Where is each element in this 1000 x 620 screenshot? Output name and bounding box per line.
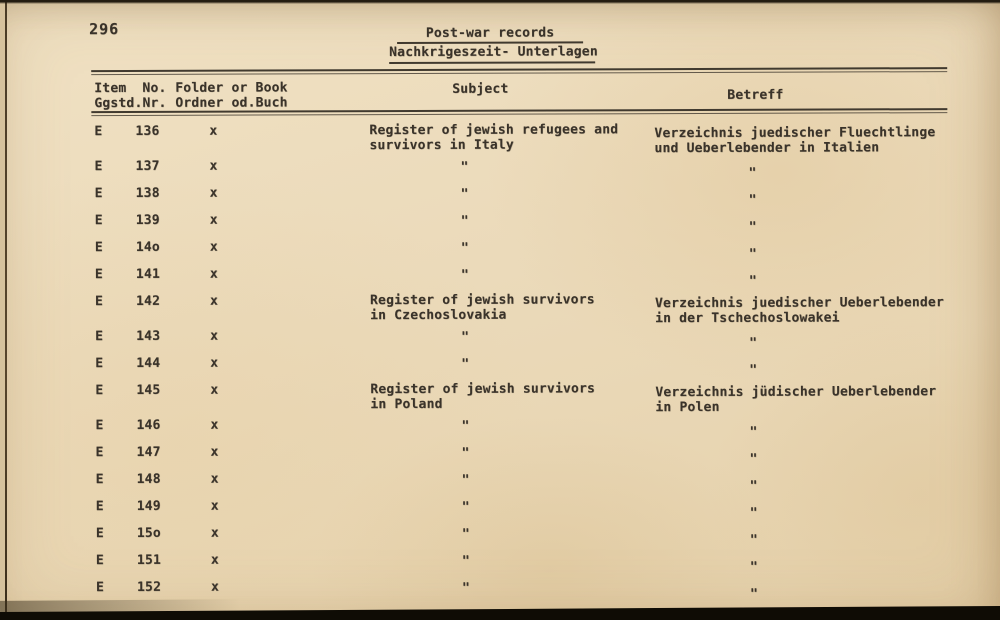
folder-mark: x <box>210 498 219 514</box>
subject-cell: " <box>461 580 471 596</box>
scan-left-edge-line <box>5 0 7 620</box>
title-english: Post-war records <box>397 25 583 44</box>
table-row <box>1 495 1000 525</box>
item-letter: E <box>94 124 103 140</box>
item-number: 138 <box>135 185 160 201</box>
table-row <box>1 522 1000 552</box>
table-row <box>0 155 1000 185</box>
folder-mark: x <box>209 212 218 228</box>
item-number: 146 <box>136 417 161 433</box>
table-top-rule <box>91 67 947 75</box>
header-folder-de: Ordner od.Buch <box>175 95 288 111</box>
item-number: 139 <box>135 212 160 228</box>
subject-cell: " <box>461 418 470 434</box>
item-number: 143 <box>136 328 161 344</box>
subject-cell: Register of jewish refugees and survivors in Italy <box>369 122 619 154</box>
item-letter: E <box>94 186 103 202</box>
subject-cell: " <box>461 445 470 461</box>
subject-cell: " <box>460 240 469 256</box>
betreff-cell: " <box>748 246 757 262</box>
betreff-cell: " <box>749 532 758 548</box>
title-german: Nachkrigeszeit- Unterlagen <box>389 44 595 64</box>
table-row <box>0 182 1000 212</box>
item-letter: E <box>95 526 104 542</box>
folder-mark: x <box>210 579 220 595</box>
subject-cell: " <box>461 553 470 569</box>
item-letter: E <box>94 294 104 310</box>
item-letter: E <box>95 329 104 345</box>
betreff-cell: " <box>749 335 758 351</box>
item-number: 148 <box>136 471 161 487</box>
item-number: 145 <box>136 382 161 398</box>
table-row <box>1 441 1000 471</box>
betreff-cell: Verzeichnis juedischer Ueberlebender in der Tschechoslowakei <box>654 295 945 327</box>
folder-mark: x <box>210 471 219 487</box>
subject-cell: " <box>461 499 470 515</box>
table-row <box>0 290 1000 327</box>
table-row <box>0 325 1000 355</box>
betreff-cell: " <box>748 165 757 181</box>
item-number: 136 <box>135 123 160 139</box>
header-subject: Subject <box>452 81 509 97</box>
item-letter: E <box>95 553 104 569</box>
item-number: 14o <box>135 239 160 255</box>
folder-mark: x <box>210 525 219 541</box>
item-number: 149 <box>136 498 161 514</box>
item-letter: E <box>94 267 103 283</box>
folder-mark: x <box>209 123 218 139</box>
item-letter: E <box>94 159 103 175</box>
folder-mark: x <box>209 158 218 174</box>
betreff-cell: " <box>749 451 758 467</box>
table-row <box>0 414 1000 444</box>
betreff-cell: " <box>749 424 758 440</box>
item-letter: E <box>94 213 103 229</box>
folder-mark: x <box>209 185 218 201</box>
subject-cell: " <box>461 472 470 488</box>
subject-cell: " <box>460 213 469 229</box>
betreff-cell: " <box>749 586 759 602</box>
item-number: 152 <box>136 579 162 595</box>
subject-cell: " <box>460 159 469 175</box>
item-letter: E <box>95 418 104 434</box>
item-letter: E <box>95 472 104 488</box>
folder-mark: x <box>210 417 219 433</box>
subject-cell: " <box>460 186 469 202</box>
table-body <box>0 120 1000 606</box>
item-letter: E <box>95 356 104 372</box>
betreff-cell: Verzeichnis juedischer Fluechtlinge und Ueberlebender in Italien <box>654 125 936 157</box>
betreff-cell: " <box>749 505 758 521</box>
table-row <box>1 468 1000 498</box>
betreff-cell: " <box>749 478 758 494</box>
betreff-cell: " <box>748 219 757 235</box>
item-number: 142 <box>135 293 161 309</box>
subject-cell: Register of jewish survivors in Czechoslovakia <box>369 292 595 324</box>
folder-mark: x <box>209 293 219 309</box>
subject-cell: " <box>460 267 469 283</box>
folder-mark: x <box>210 328 219 344</box>
item-letter: E <box>95 499 104 515</box>
folder-mark: x <box>210 355 219 371</box>
folder-mark: x <box>210 382 219 398</box>
subject-cell: " <box>461 526 470 542</box>
document-title <box>389 25 598 64</box>
header-item-no-de: Ggstd.Nr. <box>94 95 167 112</box>
subject-cell: " <box>461 356 470 372</box>
item-letter: E <box>94 240 103 256</box>
betreff-cell: " <box>748 273 757 289</box>
item-number: 15o <box>136 525 161 541</box>
subject-cell: Register of jewish survivors in Poland <box>370 381 596 413</box>
header-betreff: Betreff <box>727 87 784 103</box>
table-row <box>0 263 1000 293</box>
folder-mark: x <box>209 239 218 255</box>
table-row <box>0 236 1000 266</box>
header-folder-en: Folder or Book <box>175 80 288 96</box>
table-row <box>0 120 999 157</box>
betreff-cell: " <box>749 559 758 575</box>
betreff-cell: Verzeichnis jüdischer Ueberlebender in Polen <box>655 384 937 416</box>
folder-mark: x <box>210 444 219 460</box>
item-number: 141 <box>135 266 161 282</box>
subject-cell: " <box>461 329 470 345</box>
betreff-cell: " <box>748 192 757 208</box>
table-row <box>0 209 1000 239</box>
item-number: 137 <box>135 158 160 174</box>
folder-mark: x <box>209 266 218 282</box>
item-number: 144 <box>136 355 161 371</box>
scan-top-edge <box>0 0 1000 4</box>
table-row <box>0 379 1000 416</box>
table-row <box>1 549 1000 579</box>
item-number: 151 <box>136 552 162 568</box>
item-number: 147 <box>136 444 161 460</box>
page-number: 296 <box>89 20 120 39</box>
folder-mark: x <box>210 552 219 568</box>
betreff-cell: " <box>749 362 758 378</box>
table-row <box>0 352 1000 382</box>
item-letter: E <box>95 580 105 596</box>
item-letter: E <box>95 383 104 399</box>
header-item-no-en: Item No. <box>94 80 167 97</box>
item-letter: E <box>95 445 104 461</box>
